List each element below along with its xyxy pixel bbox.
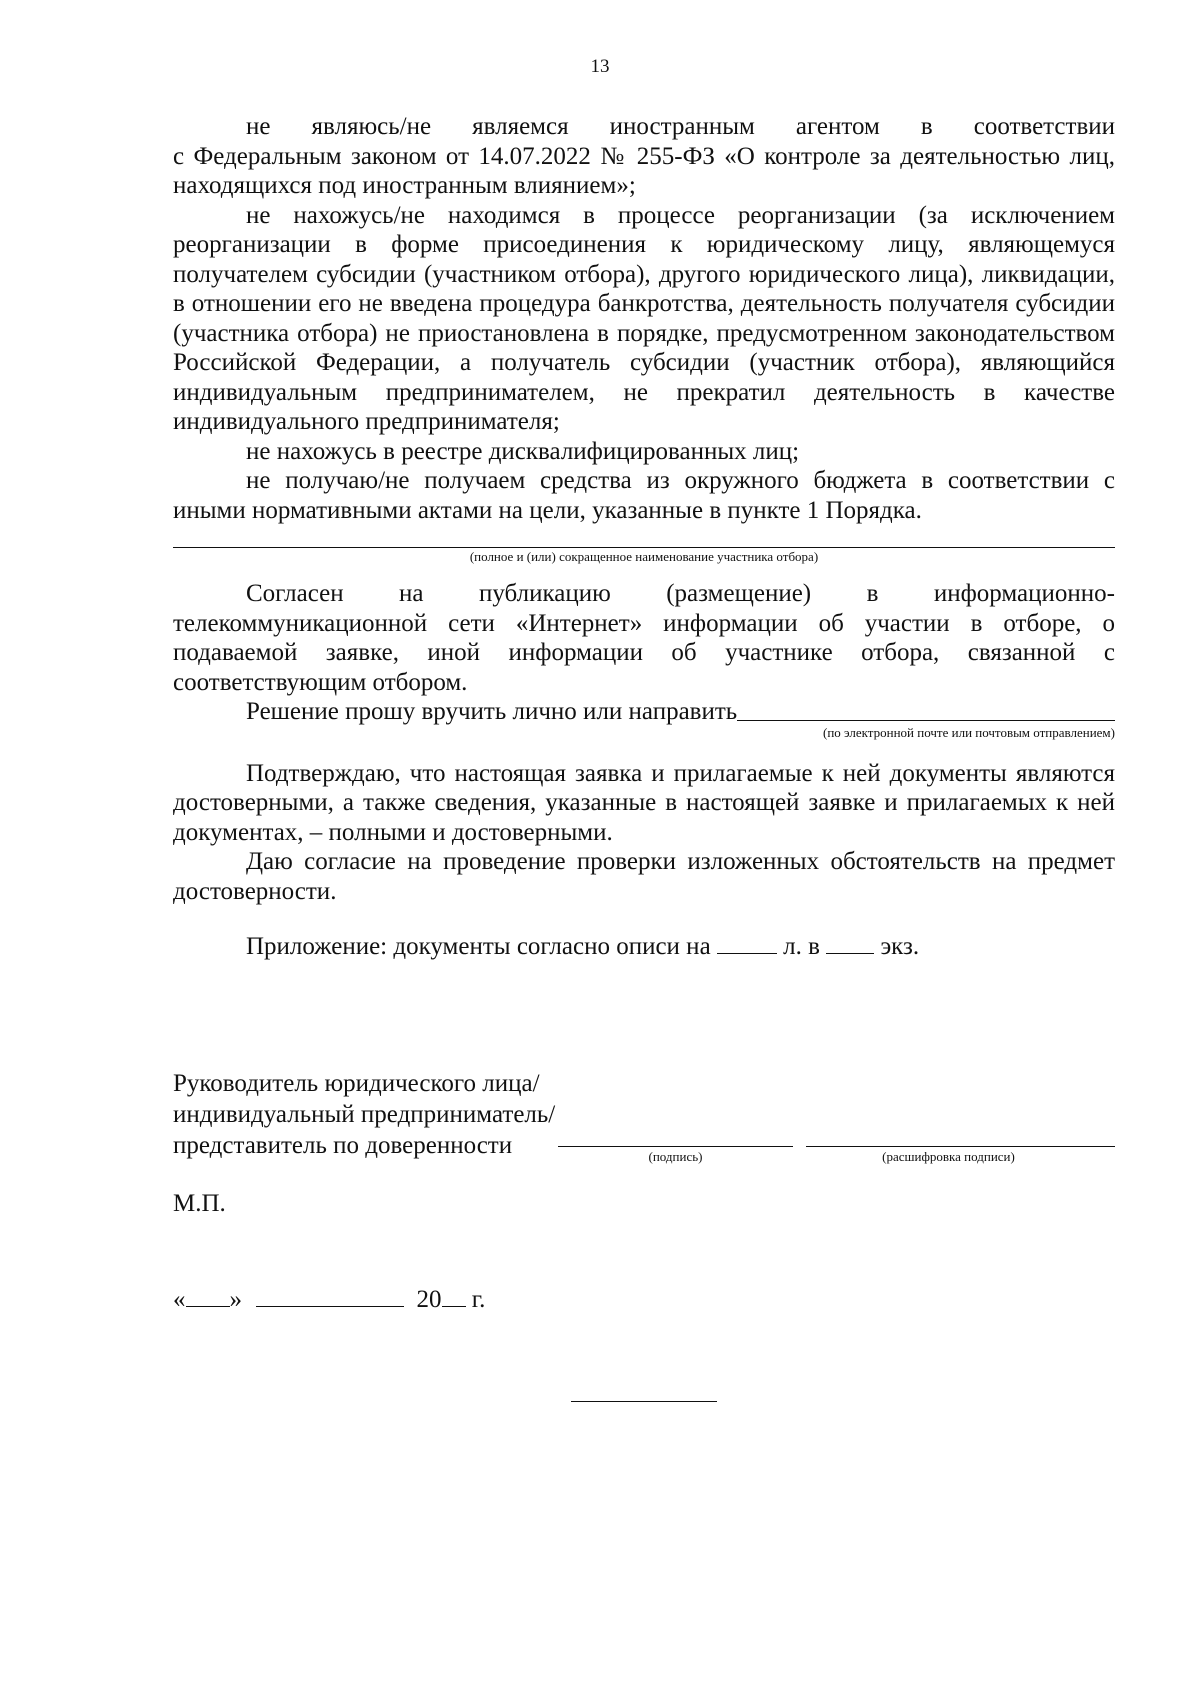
signature-decode-caption: (расшифровка подписи) — [882, 1149, 1015, 1164]
paragraph-budget-funds: не получаю/не получаем средства из окружного бюджета в соответствии с иными нормативными актами на цели, указанные в пункте 1 Порядка. — [173, 467, 1115, 524]
date-close-quote: » — [229, 1286, 242, 1313]
date-month-blank — [256, 1286, 404, 1307]
date-year-blank — [442, 1286, 466, 1307]
signature-fields — [558, 1136, 1115, 1186]
date-year-suffix: г. — [471, 1286, 486, 1313]
decision-delivery-caption: (по электронной почте или почтовым отправлением) — [823, 724, 1115, 740]
signature-role-line1: Руководитель юридического лица/ — [173, 1070, 540, 1097]
signature-role-line3: представитель по доверенности — [173, 1132, 513, 1159]
date-day-blank — [186, 1286, 230, 1307]
date-year-prefix: 20 — [416, 1286, 442, 1313]
paragraph-verification-consent: Даю согласие на проведение проверки изложенных обстоятельств на предмет достоверности. — [173, 848, 1115, 905]
paragraph-disqualified-registry: не нахожусь в реестре дисквалифицированных лиц; — [246, 437, 800, 465]
date-open-quote: « — [173, 1286, 186, 1313]
paragraph-foreign-agent-line1: не являюсь/не являемся иностранным агентом в соответствии — [246, 113, 1115, 140]
decision-delivery-label: Решение прошу вручить лично или направить — [246, 698, 738, 725]
stamp-placeholder: М.П. — [173, 1190, 226, 1217]
signature-role-line2: индивидуальный предприниматель/ — [173, 1101, 556, 1128]
paragraph-confirmation: Подтверждаю, что настоящая заявка и прилагаемые к ней документы являются достоверными, а также сведения, указанные в настоящей заявке и прилагаемых к ней документах, – полными и достоверными. — [173, 759, 1115, 846]
decision-delivery-row — [173, 697, 1115, 727]
signature-line — [558, 1146, 793, 1147]
attachment-copies-blank — [826, 933, 874, 954]
signature-block — [173, 1068, 1115, 1164]
paragraph-publication-consent: Согласен на публикацию (размещение) в информационно-телекоммуникационной сети «Интернет» информации об участии в отборе, о подаваемой заявке, иной информации об участнике отбора, связанной с соответствующим отбором. — [173, 580, 1115, 696]
date-field — [173, 1286, 485, 1314]
attachment-pages-unit: л. в — [783, 933, 820, 960]
paragraph-reorganization: не нахожусь/не находимся в процессе реорганизации (за исключением реорганизации в форме присоединения к юридическому лицу, являющемуся получателем субсидии (участником отбора), другого юридического лица), ликвидации, в отношении его не введена процедура банкротства, деятельность получателя субсидии (участника отбора) не приостановлена в порядке, предусмотренном законодательством Российской Федерации, а получатель субсидии (участник отбора), являющийся индивидуальным предпринимателем, не прекратил деятельность в качестве индивидуального предпринимателя; — [173, 201, 1115, 435]
attachment-text: Приложение: документы согласно описи на — [246, 933, 711, 960]
document-body — [173, 112, 1115, 962]
end-of-document-rule — [571, 1401, 717, 1402]
signature-decode-line — [806, 1146, 1115, 1147]
paragraph-foreign-agent-rest: с Федеральным законом от 14.07.2022 № 255-ФЗ «О контроле за деятельностью лиц, находящихся под иностранным влиянием»; — [173, 142, 1115, 199]
attachment-copies-unit: экз. — [880, 933, 920, 960]
signature-caption: (подпись) — [648, 1149, 703, 1164]
page-number: 13 — [590, 56, 610, 77]
participant-name-caption: (полное и (или) сокращенное наименование участника отбора) — [469, 549, 819, 564]
attachment-line — [173, 932, 1115, 962]
attachment-pages-blank — [717, 933, 777, 954]
participant-name-field — [173, 547, 1115, 565]
decision-delivery-line — [737, 698, 1115, 721]
